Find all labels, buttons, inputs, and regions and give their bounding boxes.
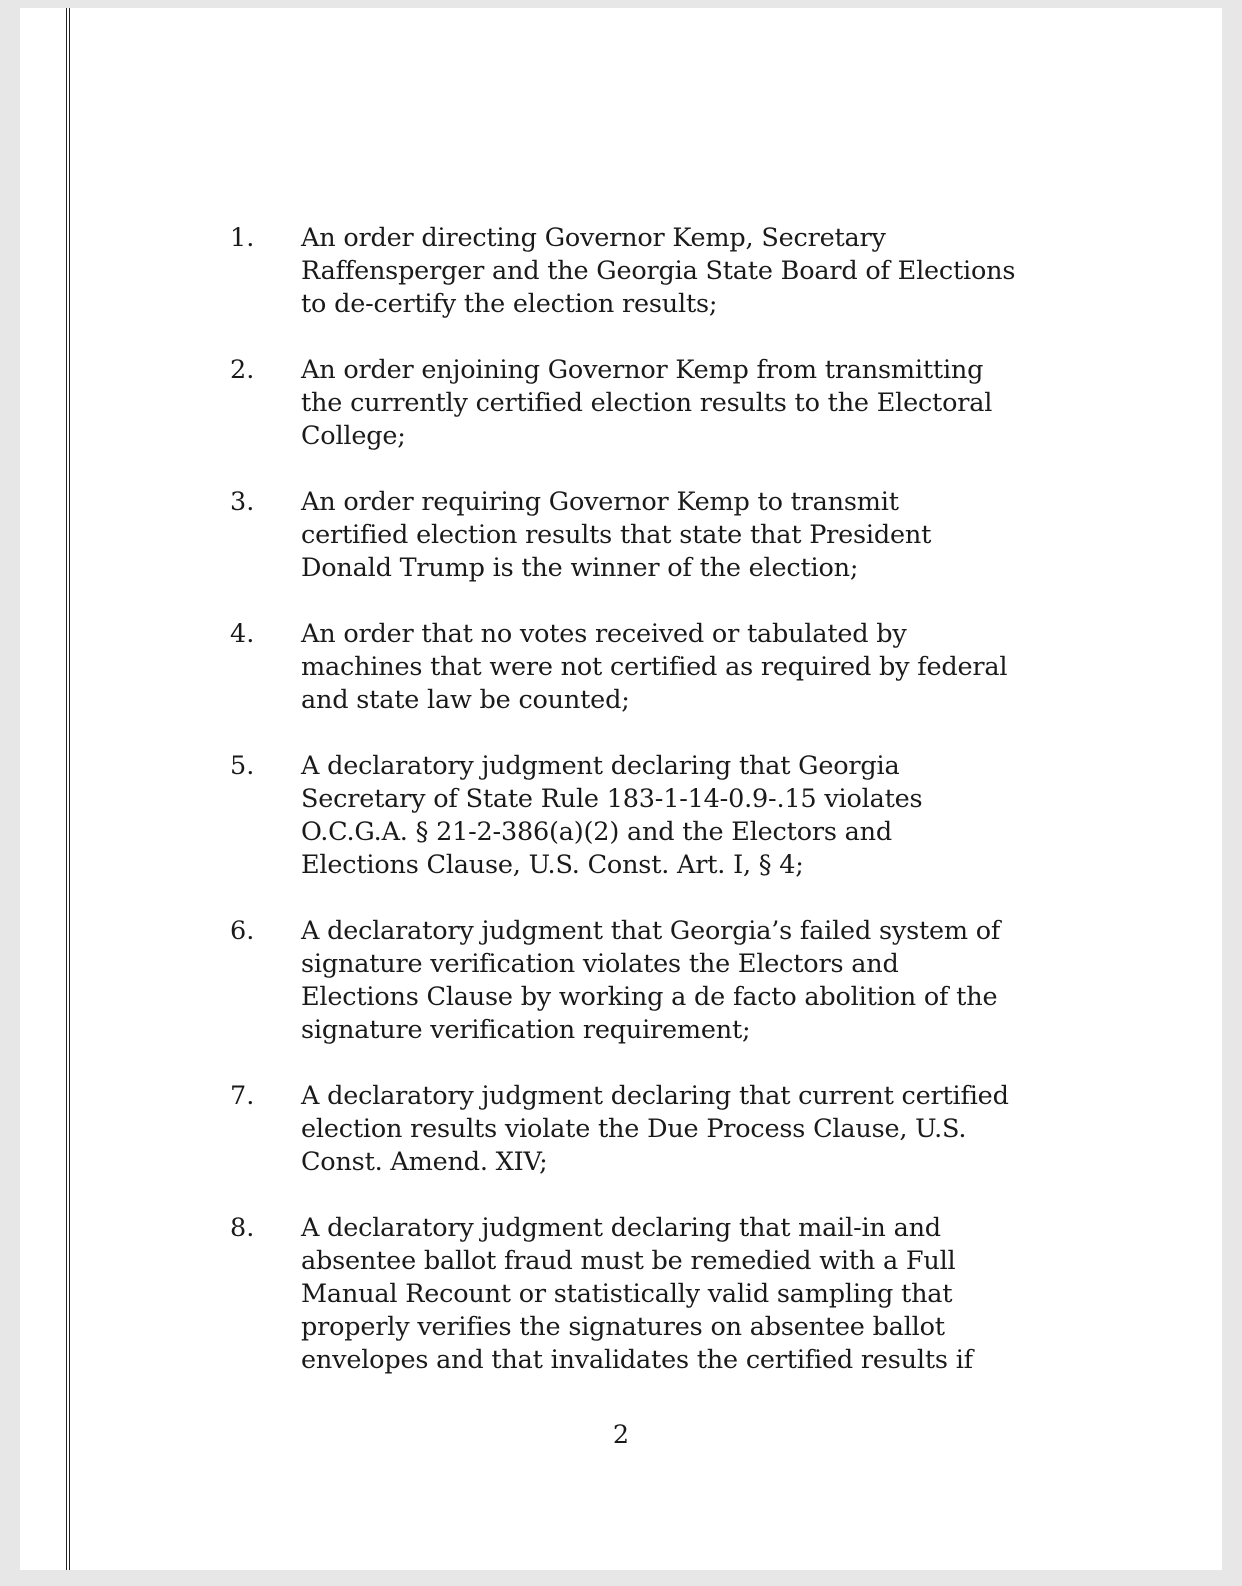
text-line: Const. Amend. XIV; [301,1147,548,1177]
item-number: 6. [230,916,255,946]
item-number: 5. [230,751,255,781]
text-line: A declaratory judgment that Georgia’s failed system of [301,916,1001,946]
text-line: election results violate the Due Process Clause, U.S. [301,1114,967,1144]
text-line: O.C.G.A. § 21-2-386(a)(2) and the Electors and [301,817,892,847]
text-line: signature verification requirement; [301,1015,751,1045]
text-line: Secretary of State Rule 183-1-14-0.9-.15 violates [301,784,923,814]
text-line: and state law be counted; [301,685,630,715]
list-item [20,915,1222,1047]
item-text [301,222,1021,321]
item-number: 7. [230,1081,255,1111]
text-line: An order that no votes received or tabulated by [301,619,907,649]
text-line: A declaratory judgment declaring that Georgia [301,751,900,781]
item-text [301,486,1021,585]
item-text [301,618,1021,717]
text-line: Donald Trump is the winner of the election; [301,553,859,583]
item-number: 4. [230,619,255,649]
text-line: properly verifies the signatures on absentee ballot [301,1312,945,1342]
list-item [20,486,1222,585]
list-item [20,1080,1222,1179]
item-text [301,1212,1021,1377]
text-line: the currently certified election results to the Electoral [301,388,993,418]
relief-list [20,222,1222,1410]
text-line: certified election results that state that President [301,520,932,550]
document-page [20,8,1222,1570]
list-item [20,750,1222,882]
text-line: College; [301,421,406,451]
text-line: A declaratory judgment declaring that mail-in and [301,1213,941,1243]
text-line: Raffensperger and the Georgia State Board of Elections [301,256,1016,286]
text-line: A declaratory judgment declaring that current certified [301,1081,1009,1111]
text-line: Elections Clause, U.S. Const. Art. I, § 4; [301,850,804,880]
item-number: 2. [230,355,255,385]
list-item [20,618,1222,717]
text-line: machines that were not certified as required by federal [301,652,1008,682]
item-text [301,1080,1021,1179]
text-line: Manual Recount or statistically valid sampling that [301,1279,953,1309]
item-number: 3. [230,487,255,517]
text-line: signature verification violates the Electors and [301,949,899,979]
text-line: envelopes and that invalidates the certified results if [301,1345,973,1375]
item-number: 8. [230,1213,255,1243]
page-number: 2 [612,1420,630,1450]
item-number: 1. [230,223,255,253]
text-line: Elections Clause by working a de facto abolition of the [301,982,998,1012]
list-item [20,1212,1222,1377]
text-line: An order enjoining Governor Kemp from transmitting [301,355,984,385]
text-line: absentee ballot fraud must be remedied with a Full [301,1246,956,1276]
item-text [301,750,1021,882]
item-text [301,354,1021,453]
list-item [20,222,1222,321]
list-item [20,354,1222,453]
text-line: to de-certify the election results; [301,289,718,319]
text-line: An order requiring Governor Kemp to transmit [301,487,899,517]
text-line: An order directing Governor Kemp, Secretary [301,223,886,253]
item-text [301,915,1021,1047]
